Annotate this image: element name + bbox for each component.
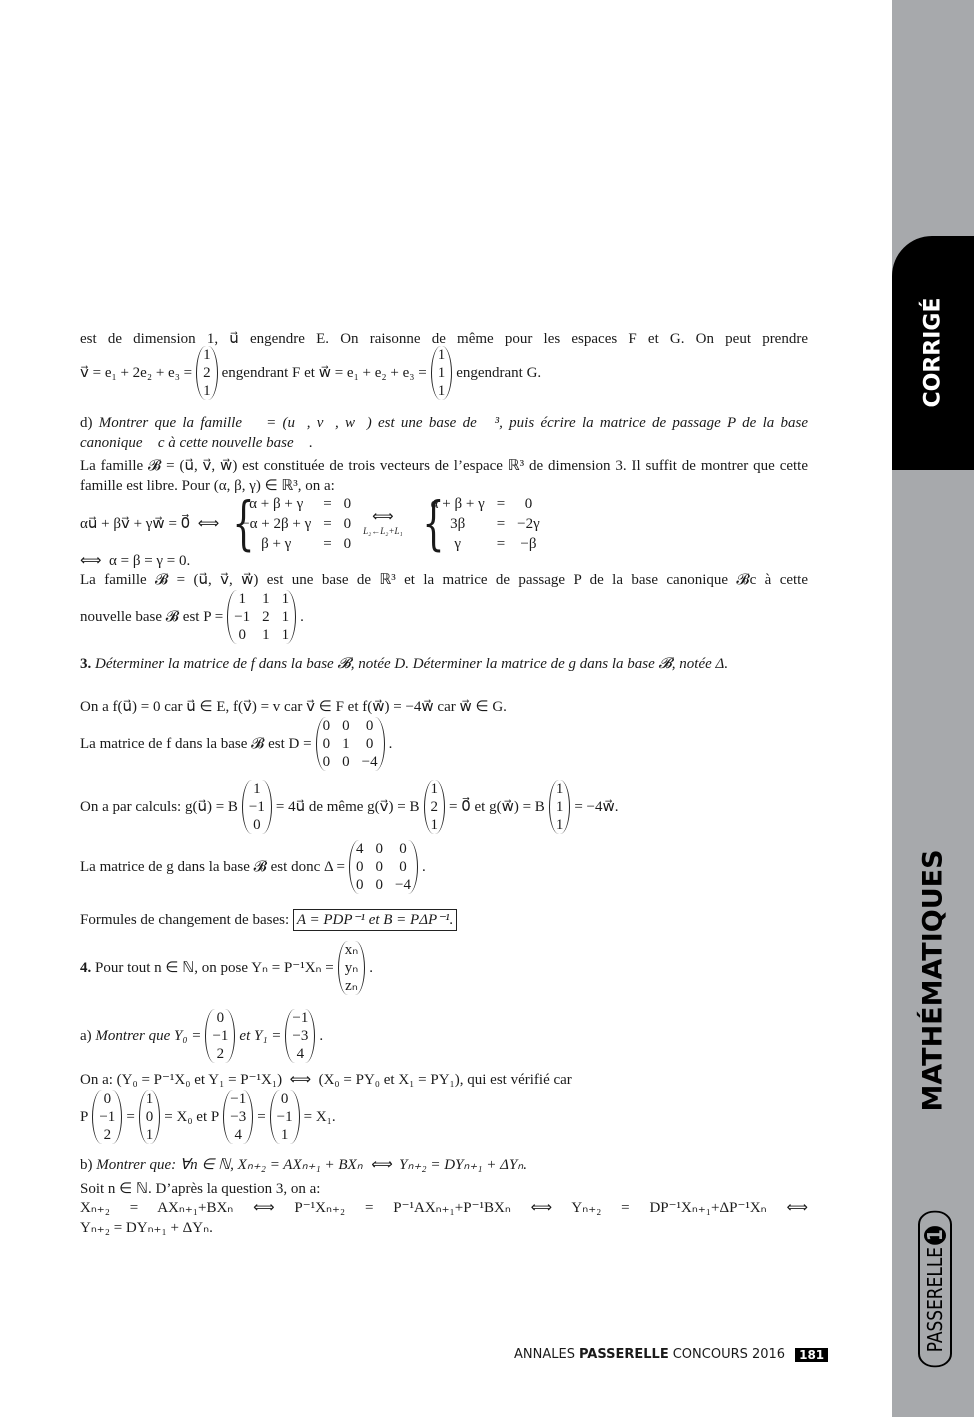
matrix [139, 1090, 161, 1144]
italic-text: et Y₁ = [239, 1028, 282, 1044]
text-line [80, 489, 808, 557]
matrix [227, 590, 296, 644]
matrix-entry: 0 [375, 877, 384, 893]
text-line [80, 1155, 808, 1175]
text-run: αu⃗ + βv⃗ + γw⃗ = 0⃗ ⟺ [80, 516, 220, 532]
passerelle-logo [918, 1211, 952, 1367]
text-line [80, 570, 808, 590]
matrix-entry: xₙ [344, 942, 359, 958]
matrix-entry: 1 [262, 627, 270, 643]
question-number: 4. [80, 960, 92, 976]
matrix-entry: 1 [555, 781, 564, 797]
subject-label: MATHÉMATIQUES [917, 849, 949, 1112]
matrix-entry: 0 [253, 817, 261, 833]
matrix-entry: −4 [395, 877, 411, 893]
text-run: engendrant F et w⃗ = e₁ + e₂ + e₃ = [221, 365, 427, 381]
matrix-entry: 0 [356, 877, 364, 893]
matrix-entry: 1 [145, 1127, 154, 1143]
text-line [80, 1218, 808, 1238]
italic-text: Montrer que la famille 𝓑 = (u⃗, v⃗, w⃗) est une base de ℝ³, puis écrire la matrice de passage P de la base canonique 𝓑c à cette nouvelle base 𝓑. [80, 415, 808, 451]
matrix-entry: 1 [555, 817, 564, 833]
matrix-entry: 1 [253, 781, 261, 797]
text-line [80, 840, 808, 894]
system-term: 0 [524, 496, 533, 512]
text-run: d) [80, 415, 93, 431]
matrix-entry: −1 [234, 609, 251, 625]
system-term: β + γ [261, 536, 292, 552]
equivalence-symbol: ⟺ [372, 509, 394, 525]
text-run: P [80, 1109, 89, 1125]
text-run: = 4u⃗ de même g(v⃗) = B [275, 799, 420, 815]
system-term: 3β [450, 516, 466, 532]
page-footer [514, 1347, 828, 1362]
text-run: v⃗ = e₁ + 2e₂ + e₃ = [80, 365, 193, 381]
text-line [80, 717, 808, 771]
matrix-entry: 2 [103, 1127, 112, 1143]
matrix [92, 1090, 122, 1144]
matrix-entry: 0 [216, 1010, 225, 1026]
text-line [80, 1070, 808, 1090]
matrix-entry: −4 [361, 754, 378, 770]
text-run: b) [80, 1157, 97, 1173]
matrix-entry: 0 [342, 754, 350, 770]
system-term: = [323, 516, 332, 532]
row-operation-arrow [363, 510, 402, 538]
matrix-entry: 4 [296, 1046, 305, 1062]
text-run: Soit n ∈ ℕ. D’après la question 3, on a: [80, 1181, 321, 1197]
matrix-entry: 0 [399, 841, 407, 857]
text-run: Yₙ₊₂ = DYₙ₊₁ + ΔYₙ. [80, 1220, 213, 1236]
matrix-entry: 1 [145, 1091, 154, 1107]
matrix-entry: 0 [356, 859, 364, 875]
boxed-formula: A = PDP⁻¹ et B = PΔP⁻¹. [293, 909, 458, 931]
matrix-entry: 1 [437, 347, 446, 363]
matrix-entry: −1 [248, 799, 265, 815]
matrix [316, 717, 385, 771]
matrix-entry: 0 [342, 718, 350, 734]
text-line [80, 1198, 808, 1218]
text-run: = 0⃗ et g(w⃗) = B [449, 799, 545, 815]
system-term: −β [520, 536, 537, 552]
system-term: = [496, 536, 506, 552]
corrige-label: CORRIGÉ [920, 297, 946, 408]
text-line [80, 697, 808, 717]
matrix-entry: −1 [276, 1109, 293, 1125]
matrix-entry: 0 [365, 736, 374, 752]
matrix-entry: 1 [555, 799, 564, 815]
matrix-entry: 1 [280, 1127, 289, 1143]
matrix [338, 941, 365, 995]
system-term: α + β + γ [249, 496, 304, 512]
matrix [349, 840, 418, 894]
matrix [205, 1009, 235, 1063]
text-run: Formules de changement de bases: [80, 912, 293, 928]
matrix [549, 780, 571, 834]
system-term: α + β + γ [430, 496, 485, 512]
text-run: a) [80, 1028, 96, 1044]
matrix-entry: 1 [281, 627, 290, 643]
footer-annales: ANNALES [514, 1347, 575, 1362]
matrix-entry: −1 [99, 1109, 116, 1125]
matrix-entry: 2 [216, 1046, 225, 1062]
text-run: est de dimension 1, u⃗ engendre E. On raisonne de même pour les espaces F et G. On peut prendre [80, 331, 808, 347]
matrix-entry: 1 [430, 781, 438, 797]
matrix-entry: 0 [238, 627, 246, 643]
matrix [242, 780, 272, 834]
text-run: = X₁. [303, 1109, 336, 1125]
matrix-entry: 4 [356, 841, 364, 857]
text-run: . [421, 859, 426, 875]
text-run: La matrice de f dans la base 𝓑 est D = [80, 736, 312, 752]
matrix [223, 1090, 253, 1144]
matrix-entry: 1 [437, 383, 446, 399]
matrix-entry: 1 [342, 736, 350, 752]
text-run: = [126, 1109, 135, 1125]
matrix-entry: zₙ [345, 978, 358, 994]
text-run: ⟺ α = β = γ = 0. [80, 553, 191, 569]
matrix-entry: 0 [322, 754, 331, 770]
system-term: γ [454, 536, 461, 552]
italic-text: Déterminer la matrice de f dans la base 𝓑, notée D. Déterminer la matrice de g dans la base 𝓑, notée Δ. [95, 656, 729, 672]
matrix-entry: −1 [230, 1091, 247, 1107]
logo-number: 1 [924, 1226, 946, 1245]
text-run: On a f(u⃗) = 0 car u⃗ ∈ E, f(v⃗) = v car v⃗ ∈ F et f(w⃗) = −4w⃗ car w⃗ ∈ G. [80, 699, 507, 715]
matrix-entry: 0 [103, 1091, 112, 1107]
system-term: = [496, 516, 506, 532]
text-run: La famille 𝓑 = (u⃗, v⃗, w⃗) est constituée de trois vecteurs de l’espace ℝ³ de dimension 3. Il suffit de montrer que cette famille est libre. Pour (α, β, γ) ∈ ℝ³, on a: [80, 458, 808, 494]
italic-text: Montrer que: ∀n ∈ ℕ, Xₙ₊₂ = AXₙ₊₁ + BXₙ ⟺ Yₙ₊₂ = DYₙ₊₁ + ΔYₙ. [96, 1157, 528, 1173]
brace-icon: { [422, 489, 445, 557]
text-run: = X₀ et P [164, 1109, 220, 1125]
matrix-entry: 1 [430, 817, 438, 833]
sidebar [892, 0, 974, 1417]
matrix-entry: 2 [262, 609, 270, 625]
matrix-entry: −3 [292, 1028, 309, 1044]
matrix-entry: 1 [437, 365, 446, 381]
matrix [424, 780, 446, 834]
text-line [80, 780, 808, 834]
matrix-entry: 0 [365, 718, 374, 734]
text-line [80, 413, 808, 453]
text-run: nouvelle base 𝓑 est P = [80, 609, 224, 625]
system-term: −α + 2β + γ [241, 516, 312, 532]
system-term: 0 [343, 496, 352, 512]
matrix-entry: 0 [375, 859, 384, 875]
matrix-entry: yₙ [344, 960, 359, 976]
system-term: = [496, 496, 506, 512]
text-run: . [388, 736, 393, 752]
text-run: . [300, 609, 304, 625]
matrix-entry: 2 [430, 799, 438, 815]
text-run: engendrant G. [456, 365, 542, 381]
text-line [80, 941, 808, 995]
matrix-entry: 0 [399, 859, 407, 875]
system-term: 0 [343, 536, 352, 552]
text-line [80, 590, 808, 644]
equation-system [415, 489, 540, 557]
text-run: La famille 𝓑 = (u⃗, v⃗, w⃗) est une base de ℝ³ et la matrice de passage P de la base canonique 𝓑c à cette [80, 572, 808, 588]
matrix-entry: 0 [322, 736, 331, 752]
italic-text: Montrer que Y₀ = [95, 1028, 202, 1044]
matrix-entry: 0 [145, 1109, 154, 1125]
matrix-entry: 1 [281, 609, 290, 625]
matrix-entry: 1 [203, 383, 211, 399]
matrix-entry: 0 [322, 718, 331, 734]
tab-notch [892, 470, 974, 494]
matrix-entry: −1 [292, 1010, 309, 1026]
text-line [80, 1090, 808, 1144]
matrix [285, 1009, 315, 1063]
footer-contest: CONCOURS 2016 [672, 1347, 786, 1362]
text-run: = −4w⃗. [574, 799, 619, 815]
text-line [80, 1179, 808, 1199]
matrix-entry: 0 [280, 1091, 289, 1107]
equation-system [225, 489, 352, 557]
matrix-entry: 1 [203, 347, 211, 363]
text-run: La matrice de g dans la base 𝓑 est donc Δ = [80, 859, 346, 875]
text-run: Pour tout n ∈ ℕ, on pose Yₙ = P⁻¹Xₙ = [91, 960, 334, 976]
text-run: . [319, 1028, 324, 1044]
matrix [270, 1090, 300, 1144]
text-line [80, 654, 808, 674]
matrix-entry: 0 [375, 841, 384, 857]
text-run: . [369, 960, 373, 976]
page-number: 181 [795, 1348, 828, 1362]
text-line [80, 346, 808, 400]
matrix-entry: 1 [238, 591, 246, 607]
brace-icon: { [232, 489, 255, 557]
system-term: −2γ [517, 516, 540, 532]
text-run: On a: (Y₀ = P⁻¹X₀ et Y₁ = P⁻¹X₁) ⟺ (X₀ = PY₀ et X₁ = PY₁), qui est vérifié car [80, 1072, 572, 1088]
system-term: 0 [343, 516, 352, 532]
footer-brand: PASSERELLE [578, 1347, 669, 1362]
system-term: = [323, 536, 332, 552]
text-run: On a par calculs: g(u⃗) = B [80, 799, 238, 815]
matrix-entry: 2 [203, 365, 211, 381]
matrix-entry: 1 [262, 591, 270, 607]
matrix [431, 346, 453, 400]
matrix-entry: −1 [212, 1028, 229, 1044]
matrix-entry: 1 [281, 591, 290, 607]
text-run: = [257, 1109, 266, 1125]
text-line [80, 909, 808, 931]
question-number: 3. [80, 656, 95, 672]
matrix [196, 346, 218, 400]
matrix-entry: 4 [234, 1127, 242, 1143]
logo-text: PASSERELLE [923, 1246, 947, 1353]
text-run: Xₙ₊₂ = AXₙ₊₁+BXₙ ⟺ P⁻¹Xₙ₊₂ = P⁻¹AXₙ₊₁+P⁻¹BXₙ ⟺ Yₙ₊₂ = DP⁻¹Xₙ₊₁+ΔP⁻¹Xₙ ⟺ [80, 1200, 808, 1216]
text-line [80, 551, 808, 571]
text-line [80, 1009, 808, 1063]
matrix-entry: −3 [230, 1109, 247, 1125]
system-term: = [323, 496, 332, 512]
row-operation-label: L₂←L₂+L₁ [363, 526, 403, 536]
